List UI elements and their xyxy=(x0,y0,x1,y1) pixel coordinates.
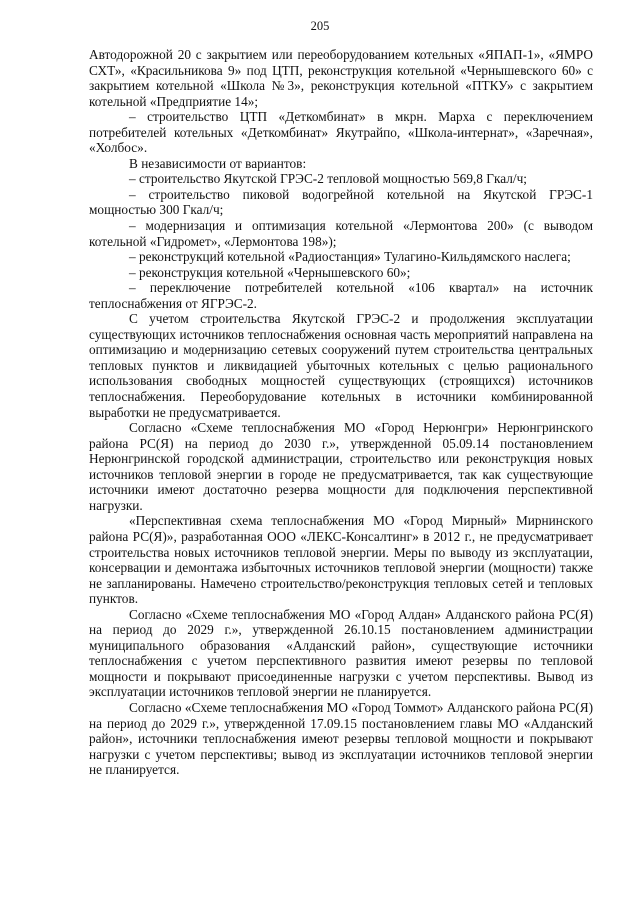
list-item: – реконструкция котельной «Чернышевского 60»; xyxy=(129,264,411,280)
list-item: – строительство Якутской ГРЭС-2 тепловой мощностью 569,8 Гкал/ч; xyxy=(129,171,527,187)
page-number: 205 xyxy=(310,19,330,33)
list-item: – переключение потребителей котельной «106 квартал» на источник теплоснабжения от ЯГРЭС-2. xyxy=(89,280,593,311)
paragraph: Согласно «Схеме теплоснабжения МО «Город Нерюнгри» Нерюнгринского района РС(Я) на период до 2030 г.», утвержденной 05.09.14 постановлением Нерюнгринской городской администрации, строительство или реконструкция новых источников тепловой энергии в городе не предусматривается, так как существующие источники имеют достаточно резерва мощности для подключения перспективной нагрузки. xyxy=(89,420,593,513)
paragraph: Согласно «Схеме теплоснабжения МО «Город Томмот» Алданского района РС(Я) на период до 2029 г.», утвержденной 17.09.15 постановлением главы МО «Алданский район», источники теплоснабжения имеют резервы тепловой мощности и покрывают нагрузки с учетом перспективы; вывод из эксплуатации источников тепловой энергии не планируется. xyxy=(89,699,594,778)
paragraph-continuation: Автодорожной 20 с закрытием или переоборудованием котельных «ЯПАП-1», «ЯМРО СХТ», «Красильникова 9» под ЦТП, реконструкция котельной «Чернышевского 60» с закрытием котельной «Школа №3», реконструкция котельной «ПТКУ» с закрытием котельной «Предприятие 14»; xyxy=(89,47,593,109)
paragraph: «Перспективная схема теплоснабжения МО «Город Мирный» Мирнинского района РС(Я)», разработанная ООО «ЛЕКС-Консалтинг» в 2012 г., не предусматривает строительства новых источников тепловой энергии. Меры по выводу из эксплуатации, консервации и демонтажа избыточных источников тепловой энергии (мощности) также не запланированы. Намечено строительство/реконструкция тепловых сетей и тепловых пунктов. xyxy=(89,513,593,607)
list-item: – модернизация и оптимизация котельной «Лермонтова 200» (с выводом котельной «Гидромет», «Лермонтова 198»); xyxy=(89,218,593,249)
list-item: – реконструкций котельной «Радиостанция» Тулагино-Кильдямского наслега; xyxy=(129,249,571,265)
document-body xyxy=(89,47,593,778)
list-item: – строительство пиковой водогрейной котельной на Якутской ГРЭС-1 мощностью 300 Гкал/ч; xyxy=(89,186,593,218)
paragraph: В независимости от вариантов: xyxy=(129,155,307,171)
list-item: – строительство ЦТП «Деткомбинат» в мкрн. Марха с переключением потребителей котельных «Деткомбинат» Якутрайпо, «Школа-интернат», «Заречная», «Холбос». xyxy=(89,109,593,156)
paragraph: Согласно «Схеме теплоснабжения МО «Город Алдан» Алданского района РС(Я) на период до 2029 г.», утвержденной 26.10.15 постановлением администрации муниципального образования «Алданский район», существующие источники теплоснабжения с учетом перспективного развития имеют резервы по тепловой мощности и покрывают присоединенные нагрузки с учетом перспективы. Вывод из эксплуатации источников тепловой энергии не планируется. xyxy=(89,606,593,700)
paragraph: С учетом строительства Якутской ГРЭС-2 и продолжения эксплуатации существующих источников теплоснабжения основная часть мероприятий направлена на оптимизацию и модернизацию сетевых сооружений путем строительства центральных тепловых пунктов и ликвидацией убыточных котельных с целью рационального использования свободных мощностей существующих (строящихся) источников теплоснабжения. Переоборудование котельных в источники комбинированной выработки не предусматривается. xyxy=(89,311,593,420)
